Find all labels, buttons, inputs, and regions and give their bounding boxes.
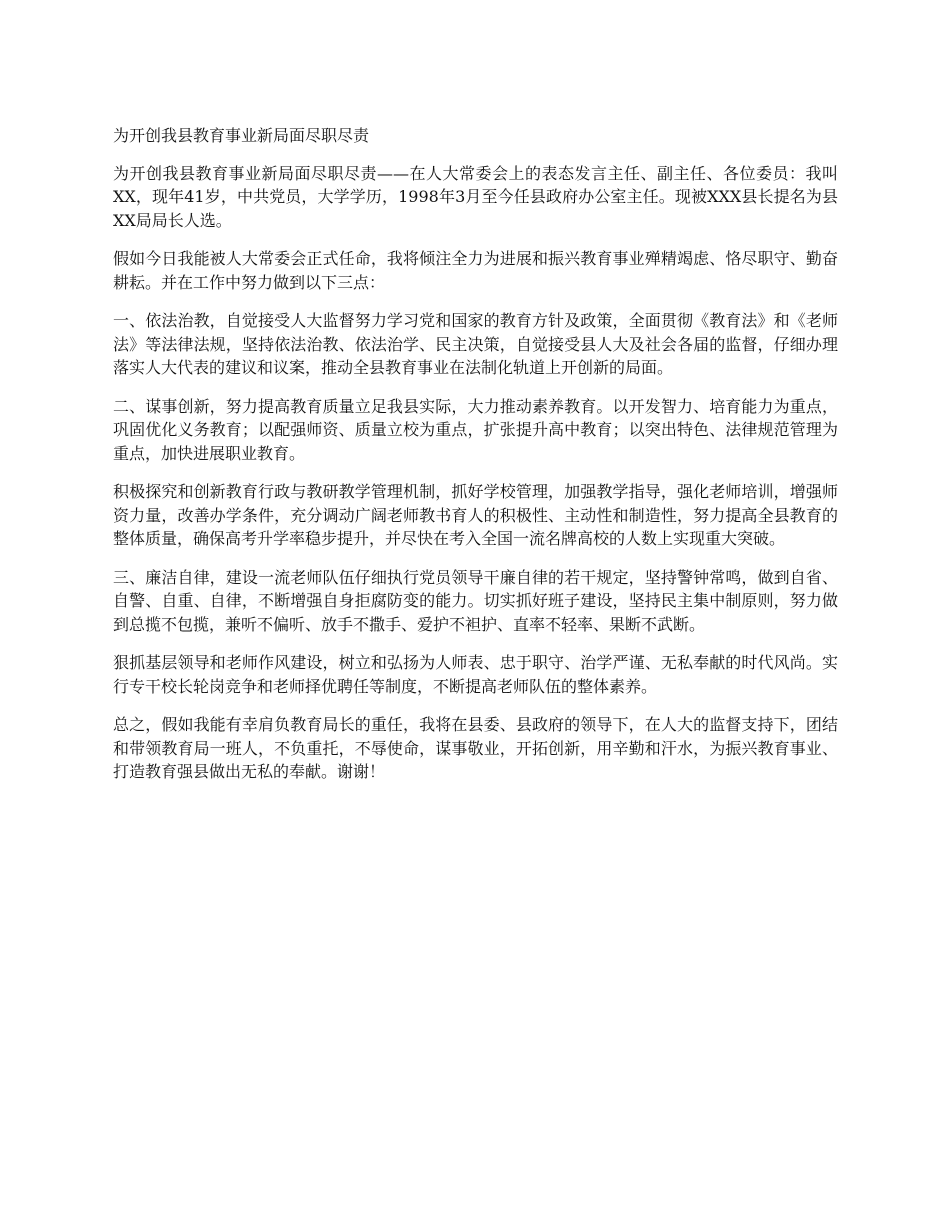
document-page <box>113 124 838 799</box>
paragraph-point-three-detail: 狠抓基层领导和老师作风建设，树立和弘扬为人师表、忠于职守、治学严谨、无私奉献的时代风尚。实行专干校长轮岗竞争和老师择优聘任等制度，不断提高老师队伍的整体素养。 <box>113 653 838 696</box>
paragraph-pledge: 假如今日我能被人大常委会正式任命，我将倾注全力为进展和振兴教育事业殚精竭虑、恪尽职守、勤奋耕耘。并在工作中努力做到以下三点： <box>113 249 838 292</box>
paragraph-point-one: 一、依法治教，自觉接受人大监督努力学习党和国家的教育方针及政策，全面贯彻《教育法》和《老师法》等法律法规，坚持依法治教、依法治学、民主决策，自觉接受县人大及社会各届的监督，仔细办理落实人大代表的建议和议案，推动全县教育事业在法制化轨道上开创新的局面。 <box>113 311 838 377</box>
paragraph-point-three: 三、廉洁自律，建设一流老师队伍仔细执行党员领导干廉自律的若干规定，坚持警钟常鸣，做到自省、自警、自重、自律，不断增强自身拒腐防变的能力。切实抓好班子建设，坚持民主集中制原则，努力做到总揽不包揽，兼听不偏听、放手不撒手、爱护不袒护、直率不轻率、果断不武断。 <box>113 567 838 634</box>
paragraph-point-two: 二、谋事创新，努力提高教育质量立足我县实际，大力推动素养教育。以开发智力、培育能力为重点，巩固优化义务教育；以配强师资、质量立校为重点，扩张提升高中教育；以突出特色、法律规范管理为重点，加快进展职业教育。 <box>113 396 838 463</box>
paragraph-point-two-detail: 积极探究和创新教育行政与教研教学管理机制，抓好学校管理，加强教学指导，强化老师培训，增强师资力量，改善办学条件，充分调动广阔老师教书育人的积极性、主动性和制造性，努力提高全县教育的整体质量，确保高考升学率稳步提升，并尽快在考入全国一流名牌高校的人数上实现重大突破。 <box>113 482 838 548</box>
document-title: 为开创我县教育事业新局面尽职尽责 <box>113 126 370 145</box>
paragraph-intro: 为开创我县教育事业新局面尽职尽责——在人大常委会上的表态发言主任、副主任、各位委员：我叫XX，现年41岁，中共党员，大学学历，1998年3月至今任县政府办公室主任。现被XXX县长提名为县XX局局长人选。 <box>113 163 838 230</box>
paragraph-conclusion: 总之，假如我能有幸肩负教育局长的重任，我将在县委、县政府的领导下，在人大的监督支持下，团结和带领教育局一班人，不负重托，不辱使命，谋事敬业，开拓创新，用辛勤和汗水，为振兴教育事业、打造教育强县做出无私的奉献。谢谢！ <box>113 715 838 781</box>
